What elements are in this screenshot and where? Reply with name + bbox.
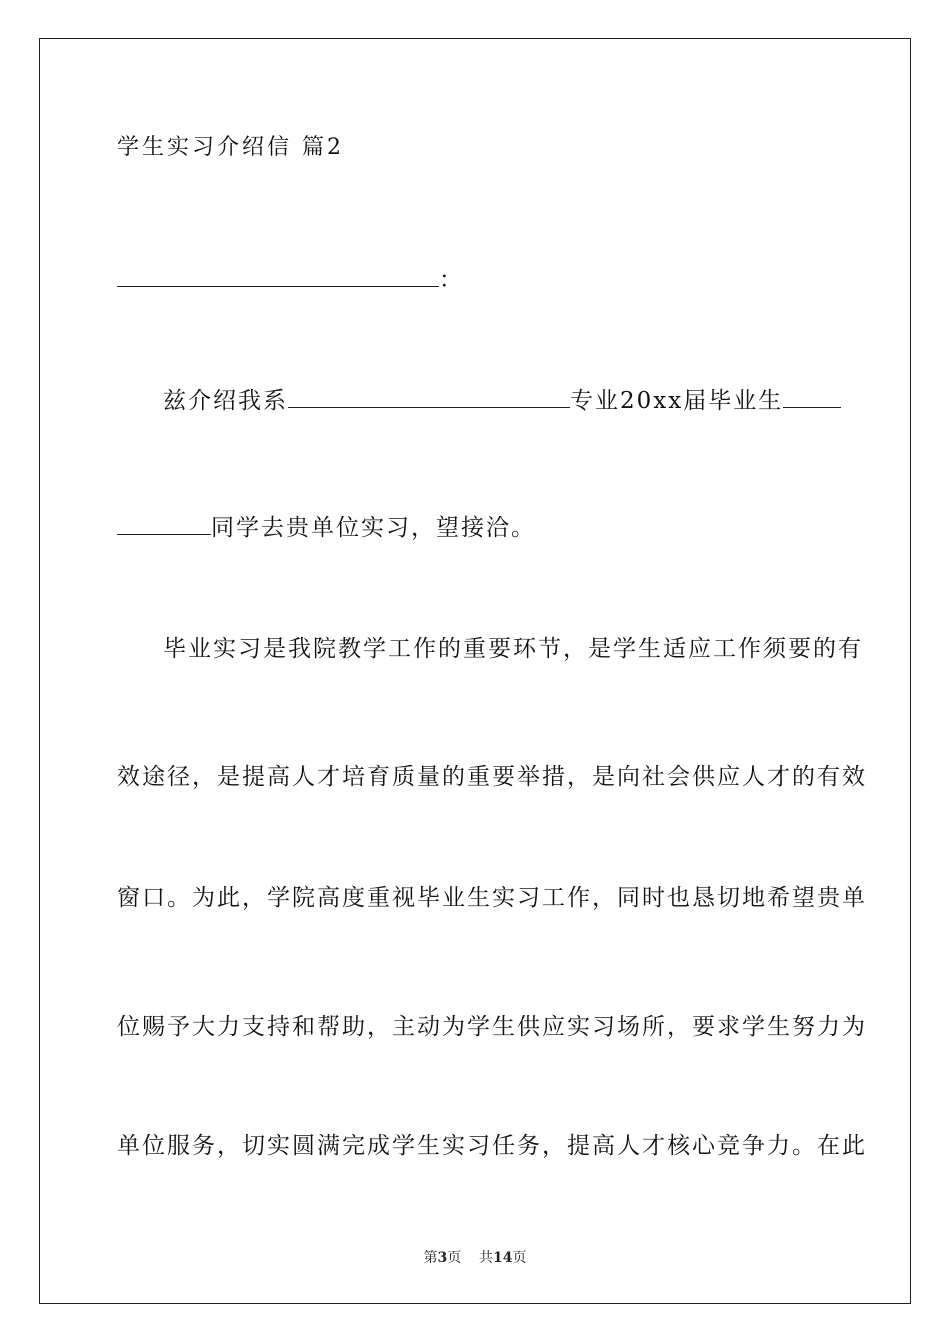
body-line-5: 单位服务，切实圆满完成学生实习任务，提高人才核心竞争力。在此 (117, 1133, 867, 1159)
page-number: 3 (437, 1250, 448, 1266)
intro-line-2 (117, 512, 837, 543)
body-line-1: 毕业实习是我院教学工作的重要环节，是学生适应工作须要的有 (163, 636, 863, 662)
intro-text-c: 同学去贵单位实习，望接洽。 (211, 515, 536, 541)
major-blank[interactable] (288, 385, 570, 408)
intro-line-1 (117, 385, 883, 416)
page-suffix: 页 (447, 1250, 462, 1266)
salutation-colon: ： (439, 267, 464, 293)
salutation-line (117, 264, 837, 295)
total-prefix: 共 (479, 1250, 494, 1266)
student-name-blank-start[interactable] (783, 385, 841, 408)
body-line-4: 位赐予大力支持和帮助，主动为学生供应实习场所，要求学生努力为 (117, 1014, 867, 1040)
page-border (39, 38, 911, 1304)
body-line-3: 窗口。为此，学院高度重视毕业生实习工作，同时也恳切地希望贵单 (117, 885, 867, 911)
intro-text-b: 专业20xx届毕业生 (570, 388, 784, 414)
recipient-blank[interactable] (117, 264, 439, 287)
body-line-2: 效途径，是提高人才培育质量的重要举措，是向社会供应人才的有效 (117, 764, 867, 790)
document-title: 学生实习介绍信 篇2 (117, 135, 344, 160)
page-prefix: 第 (423, 1250, 438, 1266)
intro-text-a: 兹介绍我系 (163, 388, 288, 414)
total-suffix: 页 (512, 1250, 527, 1266)
page-footer (0, 1247, 950, 1267)
total-pages: 14 (493, 1250, 513, 1266)
student-name-blank-end[interactable] (117, 512, 211, 535)
